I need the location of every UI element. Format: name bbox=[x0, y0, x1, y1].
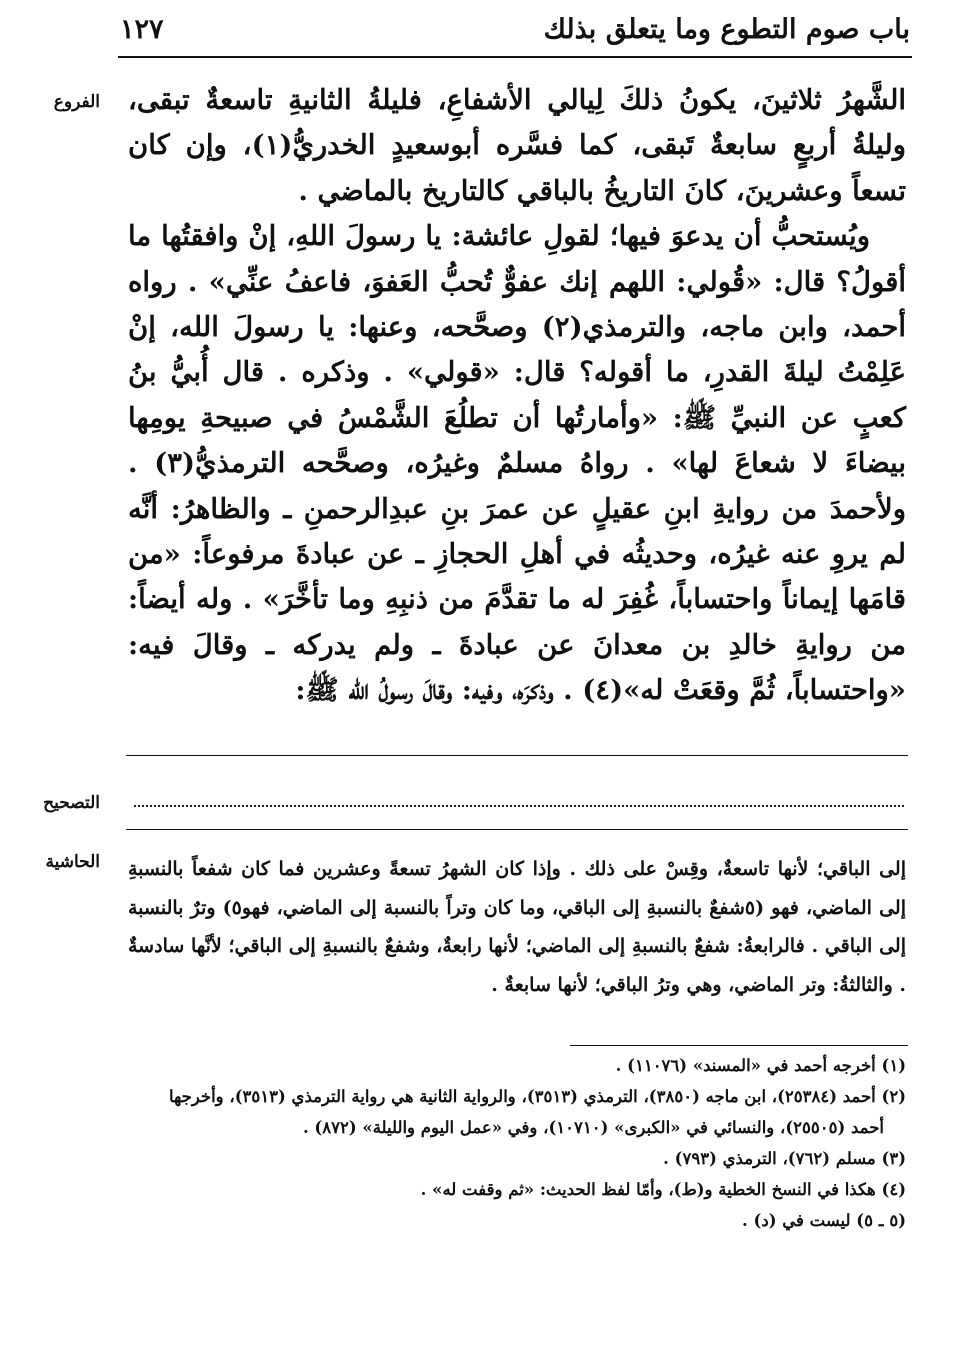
header-rule bbox=[118, 56, 912, 58]
footnote: (١) أخرجه أحمد في «المسند» (١١٠٧٦) . bbox=[615, 1056, 906, 1075]
footnote-continuation: أحمد (٢٥٥٠٥)، والنسائي في «الكبرى» (١٠٧١٠)، وفي «عمل اليوم والليلة» (٨٧٢) . bbox=[302, 1118, 884, 1137]
section-rule-bottom bbox=[126, 829, 908, 830]
running-title: باب صوم التطوع وما يتعلق بذلك bbox=[543, 14, 910, 45]
correction-dotted-line bbox=[134, 805, 904, 807]
page-number: ١٢٧ bbox=[120, 14, 164, 45]
hashiya-text: إلى الباقي؛ لأنها تاسعةٌ، وقِسْ على ذلك . وإذا كان الشهرُ تسعةً وعشرين فما كان شفعاً بالنسبةِ إلى الماضي، فهو (٥شفعٌ بالنسبةِ إلى الباقي، وما كان وتراً بالنسبة إلى الماضي، فهو٥) وترٌ بالنسبة إلى الباقي . فالرابعةُ: شفعٌ بالنسبةِ إلى الماضي؛ لأنها رابعةٌ، وشفعٌ بالنسبةِ إلى الباقي؛ لأنَّها سادسةٌ . والثالثةُ: وتر الماضي، وهي وترُ الباقي؛ لأنها سابعةٌ . bbox=[128, 858, 906, 996]
margin-label-hashiya: الحاشية bbox=[45, 852, 100, 872]
footnote-rule bbox=[570, 1045, 908, 1046]
main-paragraph-2: ويُستحبُّ أن يدعوَ فيها؛ لقولِ عائشة: يا رسولَ اللهِ، إنْ وافقتُها ما أقولُ؟ قال: «قُولي: اللهم إنك عفوٌّ تُحبُّ العَفوَ، فاعفُ عنِّي» . رواه أحمد، وابن ماجه، والترمذي(٢) وصحَّحه، وعنها: يا رسولَ الله، إنْ عَلِمْتُ ليلةَ القدرِ، ما أقوله؟ قال: «قولي» . وذكره . قال أُبيُّ بنُ كعبٍ عن النبيِّ ﷺ: «وأمارتُها أن تطلُعَ الشَّمْسُ في صبيحةِ يومِها بيضاءَ لا شعاعَ لها» . رواهُ مسلمٌ وغيرُه، وصحَّحه الترمذيُّ(٣) . ولأحمدَ من روايةِ ابنِ عقيلٍ عن عمرَ بنِ عبدِالرحمنِ ـ والظاهرُ: أنَّه لم يروِ عنه غيرُه، وحديثُه في أهلِ الحجازِ ـ عن عبادةَ مرفوعاً: «من قامَها إيماناً واحتساباً، غُفِرَ له ما تقدَّمَ من ذنبِهِ وما تأخَّرَ» . وله أيضاً: من روايةِ خالدِ بن معدانَ عن عبادةَ ـ ولم يدركه ـ وقالَ فيه: «واحتساباً، ثُمَّ وقعَتْ له»(٤) . وذكرَه، وفيه: وقالَ رسولُ الله ﷺ: bbox=[128, 220, 906, 707]
main-text bbox=[128, 78, 906, 714]
margin-label-tashih: التصحيح bbox=[43, 793, 100, 813]
footnote: (٣) مسلم (٧٦٢)، الترمذي (٧٩٣) . bbox=[663, 1149, 906, 1168]
footnote: (٥ ـ ٥) ليست في (د) . bbox=[742, 1211, 906, 1230]
footnotes bbox=[128, 1050, 906, 1236]
footnote: (٢) أحمد (٢٥٣٨٤)، ابن ماجه (٣٨٥٠)، الترمذي (٣٥١٣)، والرواية الثانية هي رواية الترمذي (٣٥١٣)، وأخرجها bbox=[168, 1087, 906, 1106]
section-rule-top bbox=[126, 755, 908, 756]
main-paragraph-1: الشَّهرُ ثلاثينَ، يكونُ ذلكَ لِيالي الأشفاعِ، فليلةُ الثانيةِ تاسعةٌ تبقى، وليلةُ أربعٍ سابعةٌ تَبقى، كما فسَّره أبوسعيدٍ الخدريُّ(١)، وإن كان تسعاً وعشرينَ، كانَ التاريخُ بالباقي كالتاريخ بالماضي . bbox=[128, 84, 906, 207]
margin-label-furu: الفروع bbox=[53, 92, 100, 112]
footnote: (٤) هكذا في النسخ الخطية و(ط)، وأمّا لفظ الحديث: «ثم وقفت له» . bbox=[420, 1180, 906, 1199]
page-header bbox=[120, 14, 910, 50]
